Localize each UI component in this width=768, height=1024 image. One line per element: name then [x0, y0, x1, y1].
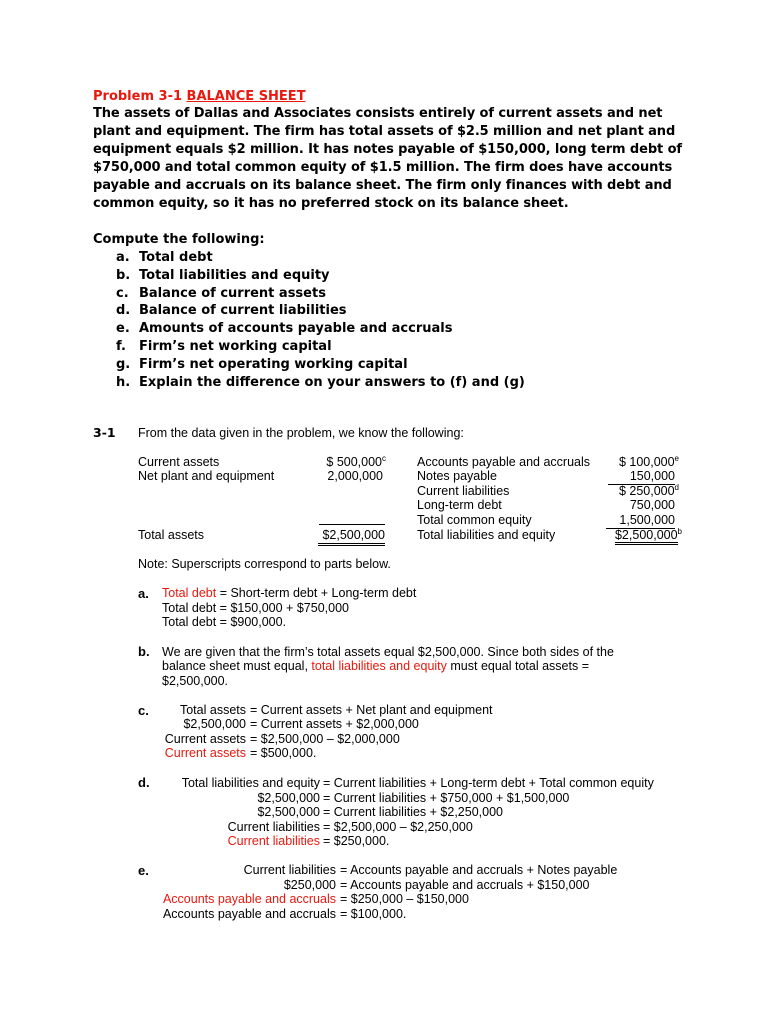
part-d-rhs: = $250,000.	[323, 834, 390, 848]
part-d-lhs: $2,500,000	[257, 805, 320, 819]
question-item	[116, 320, 525, 338]
problem-label: Problem 3-1	[93, 89, 183, 104]
part-d-rhs: = Current liabilities + $750,000 + $1,500,000	[323, 791, 570, 805]
part-c-lhs: $2,500,000	[183, 717, 246, 731]
question-letter: b.	[116, 267, 131, 283]
part-d-lhs: Current liabilities	[227, 820, 320, 834]
superscript: c	[382, 454, 386, 463]
part-d-letter: d.	[138, 775, 150, 790]
solution-number: 3-1	[93, 425, 116, 440]
bs-label-current-liabilities: Current liabilities	[417, 484, 510, 498]
question-text: Balance of current assets	[139, 285, 326, 301]
question-letter: h.	[116, 374, 131, 390]
bs-value-total-liab-equity: $2,500,000$^b$	[596, 528, 682, 543]
bs-label-ap-accruals: Accounts payable and accruals	[417, 455, 591, 469]
part-d-lhs: Current liabilities	[227, 834, 320, 848]
question-item	[116, 302, 525, 320]
part-e-rhs: = Accounts payable and accruals + Notes payable	[340, 863, 618, 877]
compute-heading: Compute the following:	[93, 232, 265, 247]
part-b-line-1: We are given that the firm’s total assets equal $2,500,000. Since both sides of the	[162, 645, 614, 659]
part-d-lhs: Total liabilities and equity	[181, 776, 320, 790]
question-letter: g.	[116, 356, 131, 372]
bs-label-net-plant: Net plant and equipment	[138, 469, 275, 483]
part-c-rhs: = $2,500,000 – $2,000,000	[250, 732, 400, 746]
part-a-line-1: Total debt = Short-term debt + Long-term debt	[162, 586, 417, 600]
question-item	[116, 285, 525, 303]
part-d-rhs: = Current liabilities + $2,250,000	[323, 805, 503, 819]
question-list	[116, 249, 525, 391]
bs-value-long-term-debt: 750,000	[629, 498, 675, 512]
question-text: Balance of current liabilities	[139, 303, 347, 319]
question-item	[116, 356, 525, 374]
bs-value-current-liabilities: $ 250,000$^d$	[618, 483, 679, 498]
part-e-rhs: = $100,000.	[340, 907, 407, 921]
part-c-rhs: = Current assets + Net plant and equipment	[250, 703, 493, 717]
part-e-lhs: Accounts payable and accruals	[162, 892, 336, 906]
solution-intro: From the data given in the problem, we know the following:	[138, 426, 464, 440]
bs-label-notes-payable: Notes payable	[417, 469, 497, 483]
superscript-note: Note: Superscripts correspond to parts below.	[138, 557, 391, 571]
question-item	[116, 267, 525, 285]
part-a-line-2: Total debt = $150,000 + $750,000	[162, 601, 349, 615]
part-d-rhs: = Current liabilities + Long-term debt + Total common equity	[323, 776, 654, 790]
part-e-lhs: $250,000	[283, 878, 336, 892]
bs-label-total-liab-equity: Total liabilities and equity	[417, 528, 556, 542]
question-item	[116, 374, 525, 392]
part-e-rhs: = $250,000 – $150,000	[340, 892, 469, 906]
question-text: Total debt	[139, 250, 213, 265]
question-letter: e.	[116, 321, 130, 337]
question-letter: f.	[116, 338, 126, 354]
bs-value-common-equity: 1,500,000	[606, 513, 675, 529]
part-a-letter: a.	[138, 586, 149, 601]
part-e-lhs: Current liabilities	[243, 863, 336, 877]
bs-label-current-assets: Current assets	[138, 455, 220, 469]
part-c-rhs: = $500,000.	[250, 746, 317, 760]
bs-label-common-equity: Total common equity	[417, 513, 532, 527]
bs-value-total-assets: $2,500,000	[318, 528, 385, 546]
question-text: Explain the difference on your answers to (f) and (g)	[139, 374, 525, 390]
question-item	[116, 249, 525, 267]
bs-value-current-assets: $ 500,000$^c$	[326, 454, 386, 469]
question-item	[116, 338, 525, 356]
part-c-lhs: Current assets	[164, 746, 246, 760]
subtotal-rule	[319, 524, 385, 525]
question-text: Total liabilities and equity	[139, 267, 330, 283]
part-e-letter: e.	[138, 863, 149, 878]
part-c-rhs: = Current assets + $2,000,000	[250, 717, 419, 731]
part-b-letter: b.	[138, 644, 150, 659]
question-text: Amounts of accounts payable and accruals	[139, 321, 453, 337]
superscript: e	[674, 454, 679, 463]
part-b-line-3: $2,500,000.	[162, 674, 229, 688]
part-c-lhs: Total assets	[179, 703, 246, 717]
bs-value-net-plant: 2,000,000	[327, 469, 383, 483]
question-letter: c.	[116, 285, 129, 301]
question-text: Firm’s net operating working capital	[139, 356, 408, 372]
part-c-lhs: Current assets	[164, 732, 246, 746]
problem-body: The assets of Dallas and Associates consists entirely of current assets and net plant and equipment. The firm has total assets of $2.5 million and net plant and equipment equals $2 million. It has notes payable of $150,000, long term debt of $750,000 and total common equity of $1.5 million. The firm does have accounts payable and accruals on its balance sheet. The firm only finances with debt and common equity, so it has no preferred stock on its balance sheet.	[93, 106, 682, 211]
question-text: Firm’s net working capital	[139, 338, 332, 354]
part-d-lhs: $2,500,000	[257, 791, 320, 805]
bs-label-long-term-debt: Long-term debt	[417, 498, 502, 512]
problem-heading	[93, 88, 306, 106]
part-e-lhs: Accounts payable and accruals	[162, 907, 336, 921]
part-e-rhs: = Accounts payable and accruals + $150,000	[340, 878, 590, 892]
bs-value-ap-accruals: $ 100,000e	[618, 454, 679, 469]
part-a-line-3: Total debt = $900,000.	[162, 615, 287, 629]
question-letter: a.	[116, 250, 130, 265]
question-letter: d.	[116, 303, 131, 319]
superscript: b	[677, 527, 682, 536]
problem-title: BALANCE SHEET	[186, 89, 306, 104]
part-d-rhs: = $2,500,000 – $2,250,000	[323, 820, 473, 834]
bs-value-notes-payable: 150,000	[608, 469, 675, 485]
part-c-letter: c.	[138, 703, 149, 718]
bs-label-total-assets: Total assets	[138, 528, 205, 542]
part-b-line-2: balance sheet must equal, total liabilities and equity must equal total assets =	[162, 659, 589, 673]
superscript: d	[674, 483, 679, 492]
